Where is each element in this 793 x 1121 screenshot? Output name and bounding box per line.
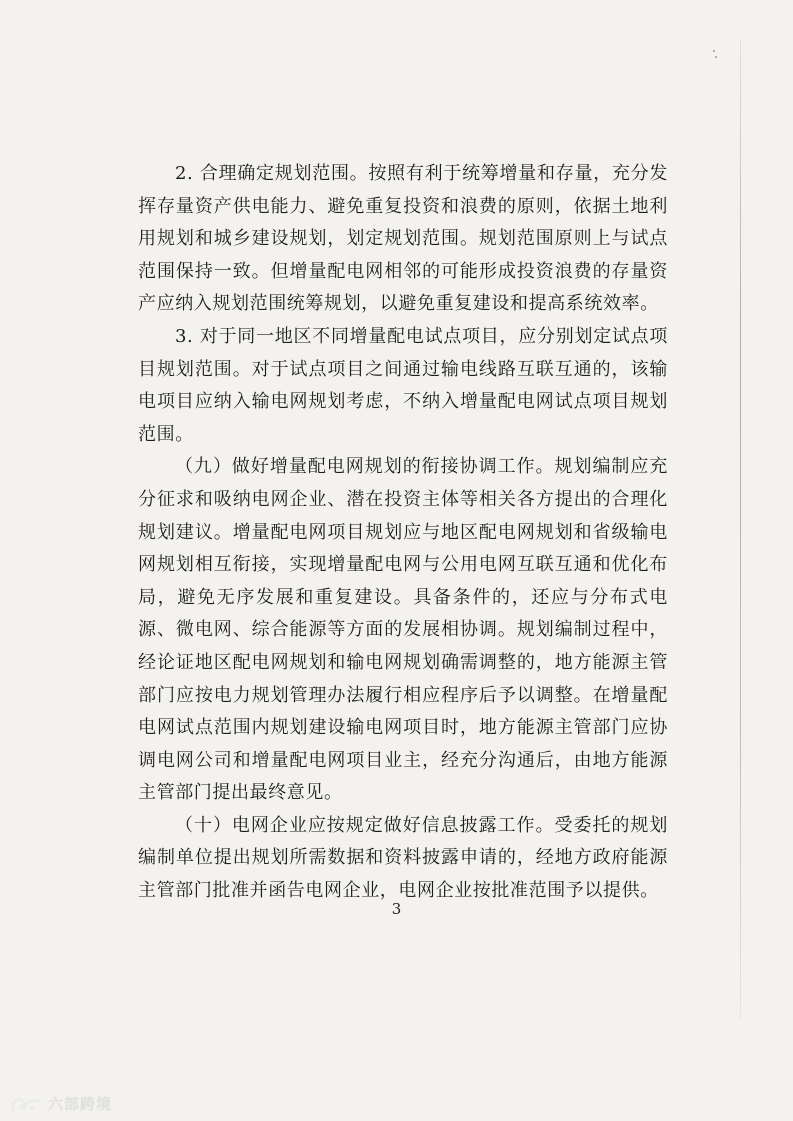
scan-speck (715, 56, 717, 58)
page-number: 3 (391, 900, 402, 918)
scan-edge-line (740, 40, 741, 1020)
document-body (138, 158, 668, 908)
watermark-text: 六部跨境 (48, 1095, 113, 1113)
paragraph-disclosure: （十）电网企业应按规定做好信息披露工作。受委托的规划编制单位提出规划所需数据和资料披露申请的，经地方政府能源主管部门批准并函告电网企业，电网企业按批准范围予以提供。 (138, 814, 668, 902)
paragraph-planning-scope: 2. 合理确定规划范围。按照有利于统筹增量和存量，充分发挥存量资产供电能力、避免重复投资和浪费的原则，依据土地利用规划和城乡建设规划，划定规划范围。规划范围原则上与试点范围保持一致。但增量配电网相邻的可能形成投资浪费的存量资产应纳入规划范围统筹规划，以避免重复建设和提高系统效率。 (138, 163, 668, 315)
brand-logo-icon (10, 1094, 44, 1114)
paragraph-pilot-scope: 3. 对于同一地区不同增量配电试点项目，应分别划定试点项目规划范围。对于试点项目之间通过输电线路互联互通的，该输电项目应纳入输电网规划考虑，不纳入增量配电网试点项目规划范围。 (138, 325, 668, 445)
scan-speck (713, 50, 715, 52)
paragraph-coordination: （九）做好增量配电网规划的衔接协调工作。规划编制应充分征求和吸纳电网企业、潜在投资主体等相关各方提出的合理化规划建议。增量配电网项目规划应与地区配电网规划和省级输电网规划相互衔接，实现增量配电网与公用电网互联互通和优化布局，避免无序发展和重复建设。具备条件的，还应与分布式电源、微电网、综合能源等方面的发展相协调。规划编制过程中，经论证地区配电网规划和输电网规划确需调整的，地方能源主管部门应按电力规划管理办法履行相应程序后予以调整。在增量配电网试点范围内规划建设输电网项目时，地方能源主管部门应协调电网公司和增量配电网项目业主，经充分沟通后，由地方能源主管部门提出最终意见。 (138, 456, 668, 804)
watermark (10, 1093, 112, 1114)
